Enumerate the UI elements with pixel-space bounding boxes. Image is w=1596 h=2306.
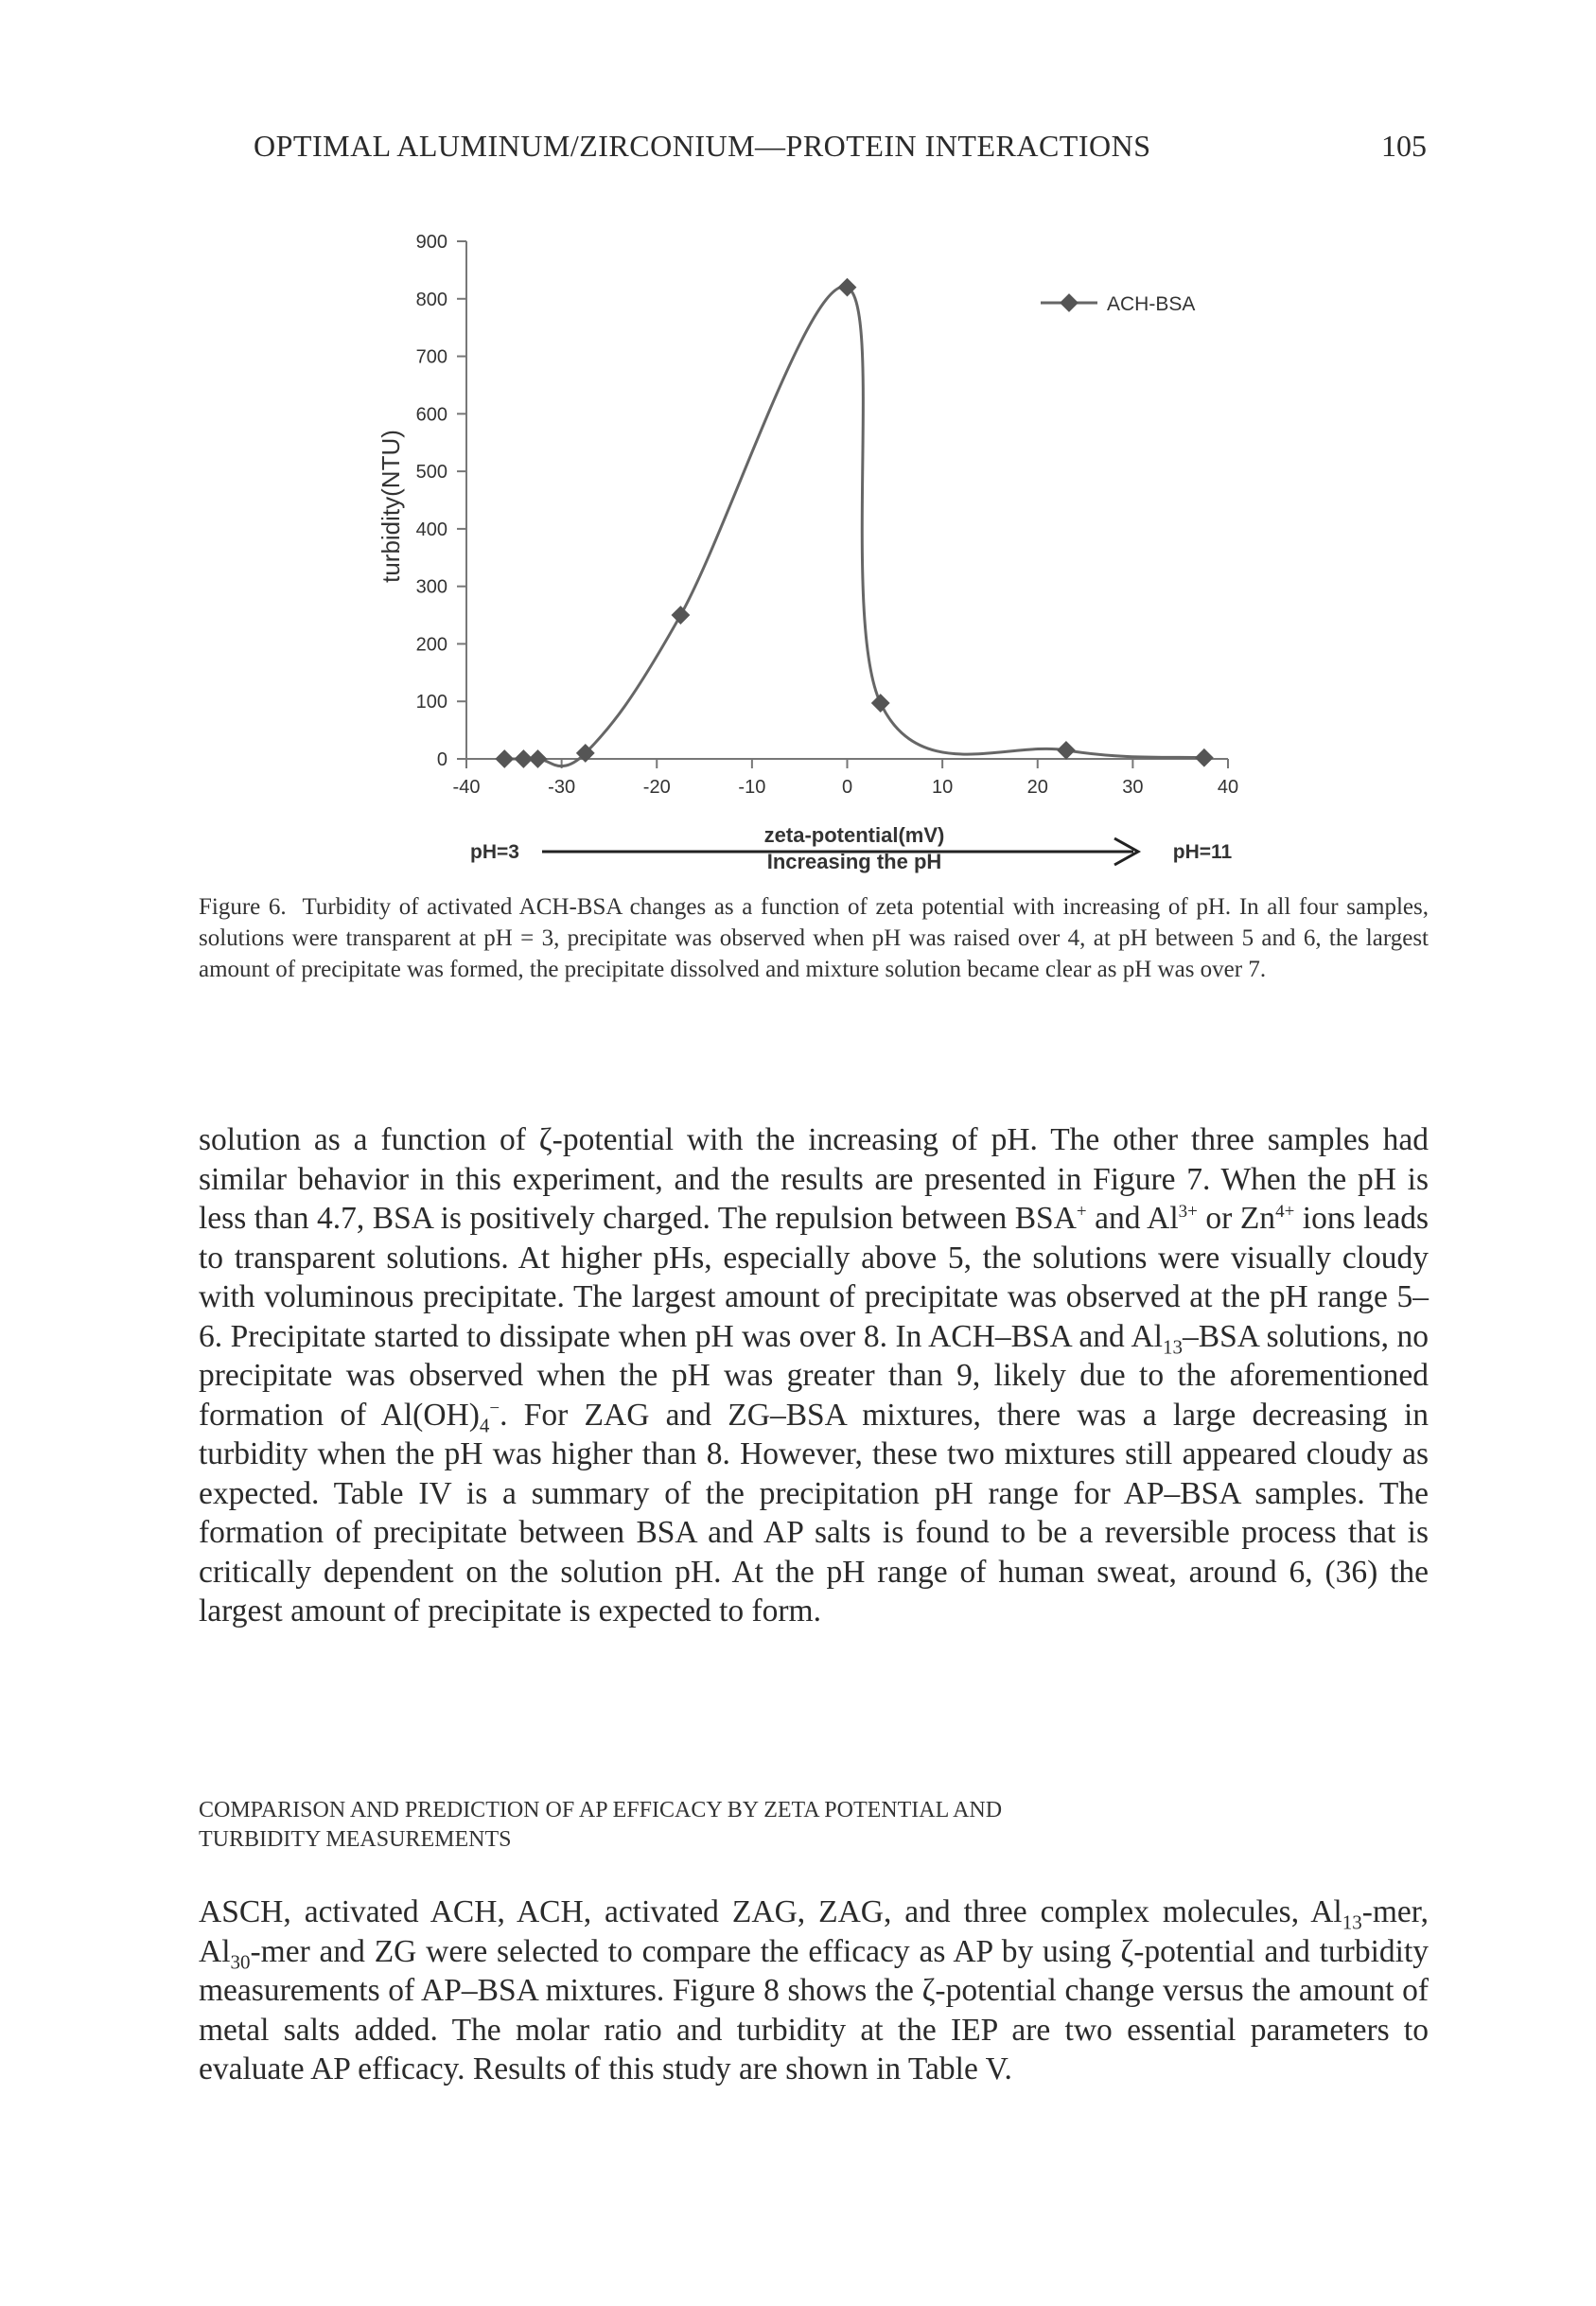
body1-sup-3: 4+ [1275,1201,1295,1222]
series-line-ach-bsa [504,287,1204,766]
body1-text-4: ions leads to transparent solutions. At higher pHs, especially above 5, the solutions were visually cloudy with voluminous precipitate. The largest amount of precipitate was observed at the pH range 5–6. Precipitate started to dissipate when pH was over 8. In ACH–BSA and Al [199,1201,1429,1354]
x-tick-label: -30 [548,777,576,798]
y-tick-label: 0 [436,749,447,770]
x-tick-label: 30 [1122,777,1144,798]
annotation-ph11: pH=11 [1172,841,1233,863]
legend [1041,293,1195,315]
body2-text-3: -mer and ZG were selected to compare the efficacy as AP by using ζ-potential and turbidity measurements of AP–BSA mixtures. Figure 8 shows the ζ-potential change versus the amount of metal salts added. The molar ratio and turbidity at the IEP are two essential parameters to evaluate AP efficacy. Results of this study are shown in Table V. [199,1933,1429,2086]
turbidity-chart [367,218,1275,880]
data-point-7 [1057,741,1076,760]
body1-text-2: and Al [1086,1201,1179,1236]
x-tick-label: 40 [1217,777,1239,798]
section-heading [199,1796,1429,1855]
running-header [254,121,1427,178]
section-heading-line-2: TURBIDITY MEASUREMENTS [199,1827,512,1852]
y-tick-label: 300 [415,576,447,598]
section-heading-line-1: COMPARISON AND PREDICTION OF AP EFFICACY BY ZETA POTENTIAL AND [199,1798,1003,1822]
data-point-8 [1195,748,1214,767]
x-tick-label: 0 [841,777,853,798]
body-paragraph-1 [199,1120,1429,1631]
running-title: OPTIMAL ALUMINUM/ZIRCONIUM—PROTEIN INTERACTIONS [254,129,1151,163]
data-point-4 [672,606,691,625]
y-tick-labels [416,232,447,770]
data-point-2 [529,749,548,768]
data-point-6 [871,694,890,713]
body2-text-1: ASCH, activated ACH, ACH, activated ZAG, ZAG, and three complex molecules, Al [199,1894,1342,1929]
body1-sub-2: 4 [479,1414,490,1437]
x-tick-label: 10 [932,777,954,798]
page-number: 105 [1381,129,1427,163]
y-tick-label: 700 [415,346,447,368]
y-tick-label: 800 [415,289,447,310]
body1-text-6: . For ZAG and ZG–BSA mixtures, there was a large decreasing in turbidity when the pH was higher than 8. However, these two mixtures still appeared cloudy as expected. Table IV is a summary of the precipitation pH range for AP–BSA samples. The formation of precipitate between BSA and AP salts is found to be a reversible process that is critically dependent on the solution pH. At the pH range of human sweat, around 6, (36) the largest amount of precipitate is expected to form. [199,1397,1429,1628]
body1-sup-2: 3+ [1178,1201,1198,1222]
legend-marker [1060,293,1079,312]
x-tick-label: -10 [738,777,766,798]
series-markers [495,278,1213,768]
body2-sub-2: 30 [230,1950,251,1974]
y-tick-label: 400 [415,519,447,540]
body1-text-5: –BSA solutions, no precipitate was observed when the pH was greater than 9, likely due to the aforementioned formation of Al(OH) [199,1318,1429,1433]
figure-label: Figure 6. [199,894,287,920]
y-tick-label: 100 [415,692,447,713]
legend-label: ACH-BSA [1107,293,1196,315]
x-tick-label: -20 [642,777,671,798]
y-tick-label: 900 [415,232,447,253]
figure-caption-text: Turbidity of activated ACH-BSA changes as a function of zeta potential with increasing of pH. In all four samples, solutions were transparent at pH = 3, precipitate was observed when pH was raised over 4, at pH between 5 and 6, the largest amount of precipitate was formed, the precipitate dissolved and mixture solution became clear as pH was over 7. [199,894,1429,982]
body1-sup-4: − [489,1398,500,1418]
y-tick-label: 500 [415,462,447,484]
chart-axes [457,241,1228,768]
body1-sub-1: 13 [1162,1335,1183,1359]
body1-sup-1: + [1076,1201,1087,1222]
body-paragraph-2 [199,1892,1429,2089]
y-tick-label: 600 [415,404,447,426]
x-axis-label: zeta-potential(mV) [763,823,945,847]
data-point-0 [495,749,514,768]
body1-text-1: solution as a function of ζ-potential with the increasing of pH. The other three samples had similar behavior in this experiment, and the results are presented in Figure 7. When the pH is less than 4.7, BSA is positively charged. The repulsion between BSA [199,1122,1429,1236]
x-axis-sublabel: Increasing the pH [766,850,942,873]
annotation-ph3: pH=3 [470,841,519,863]
x-tick-label: -40 [452,777,481,798]
body2-text-2: -mer, Al [199,1894,1429,1969]
y-tick-label: 200 [415,634,447,656]
x-tick-labels [453,777,1239,798]
body1-text-3: or Zn [1197,1201,1276,1236]
y-axis-label: turbidity(NTU) [377,430,405,583]
body2-sub-1: 13 [1342,1910,1362,1934]
figure-caption [199,891,1429,985]
x-tick-label: 20 [1026,777,1048,798]
